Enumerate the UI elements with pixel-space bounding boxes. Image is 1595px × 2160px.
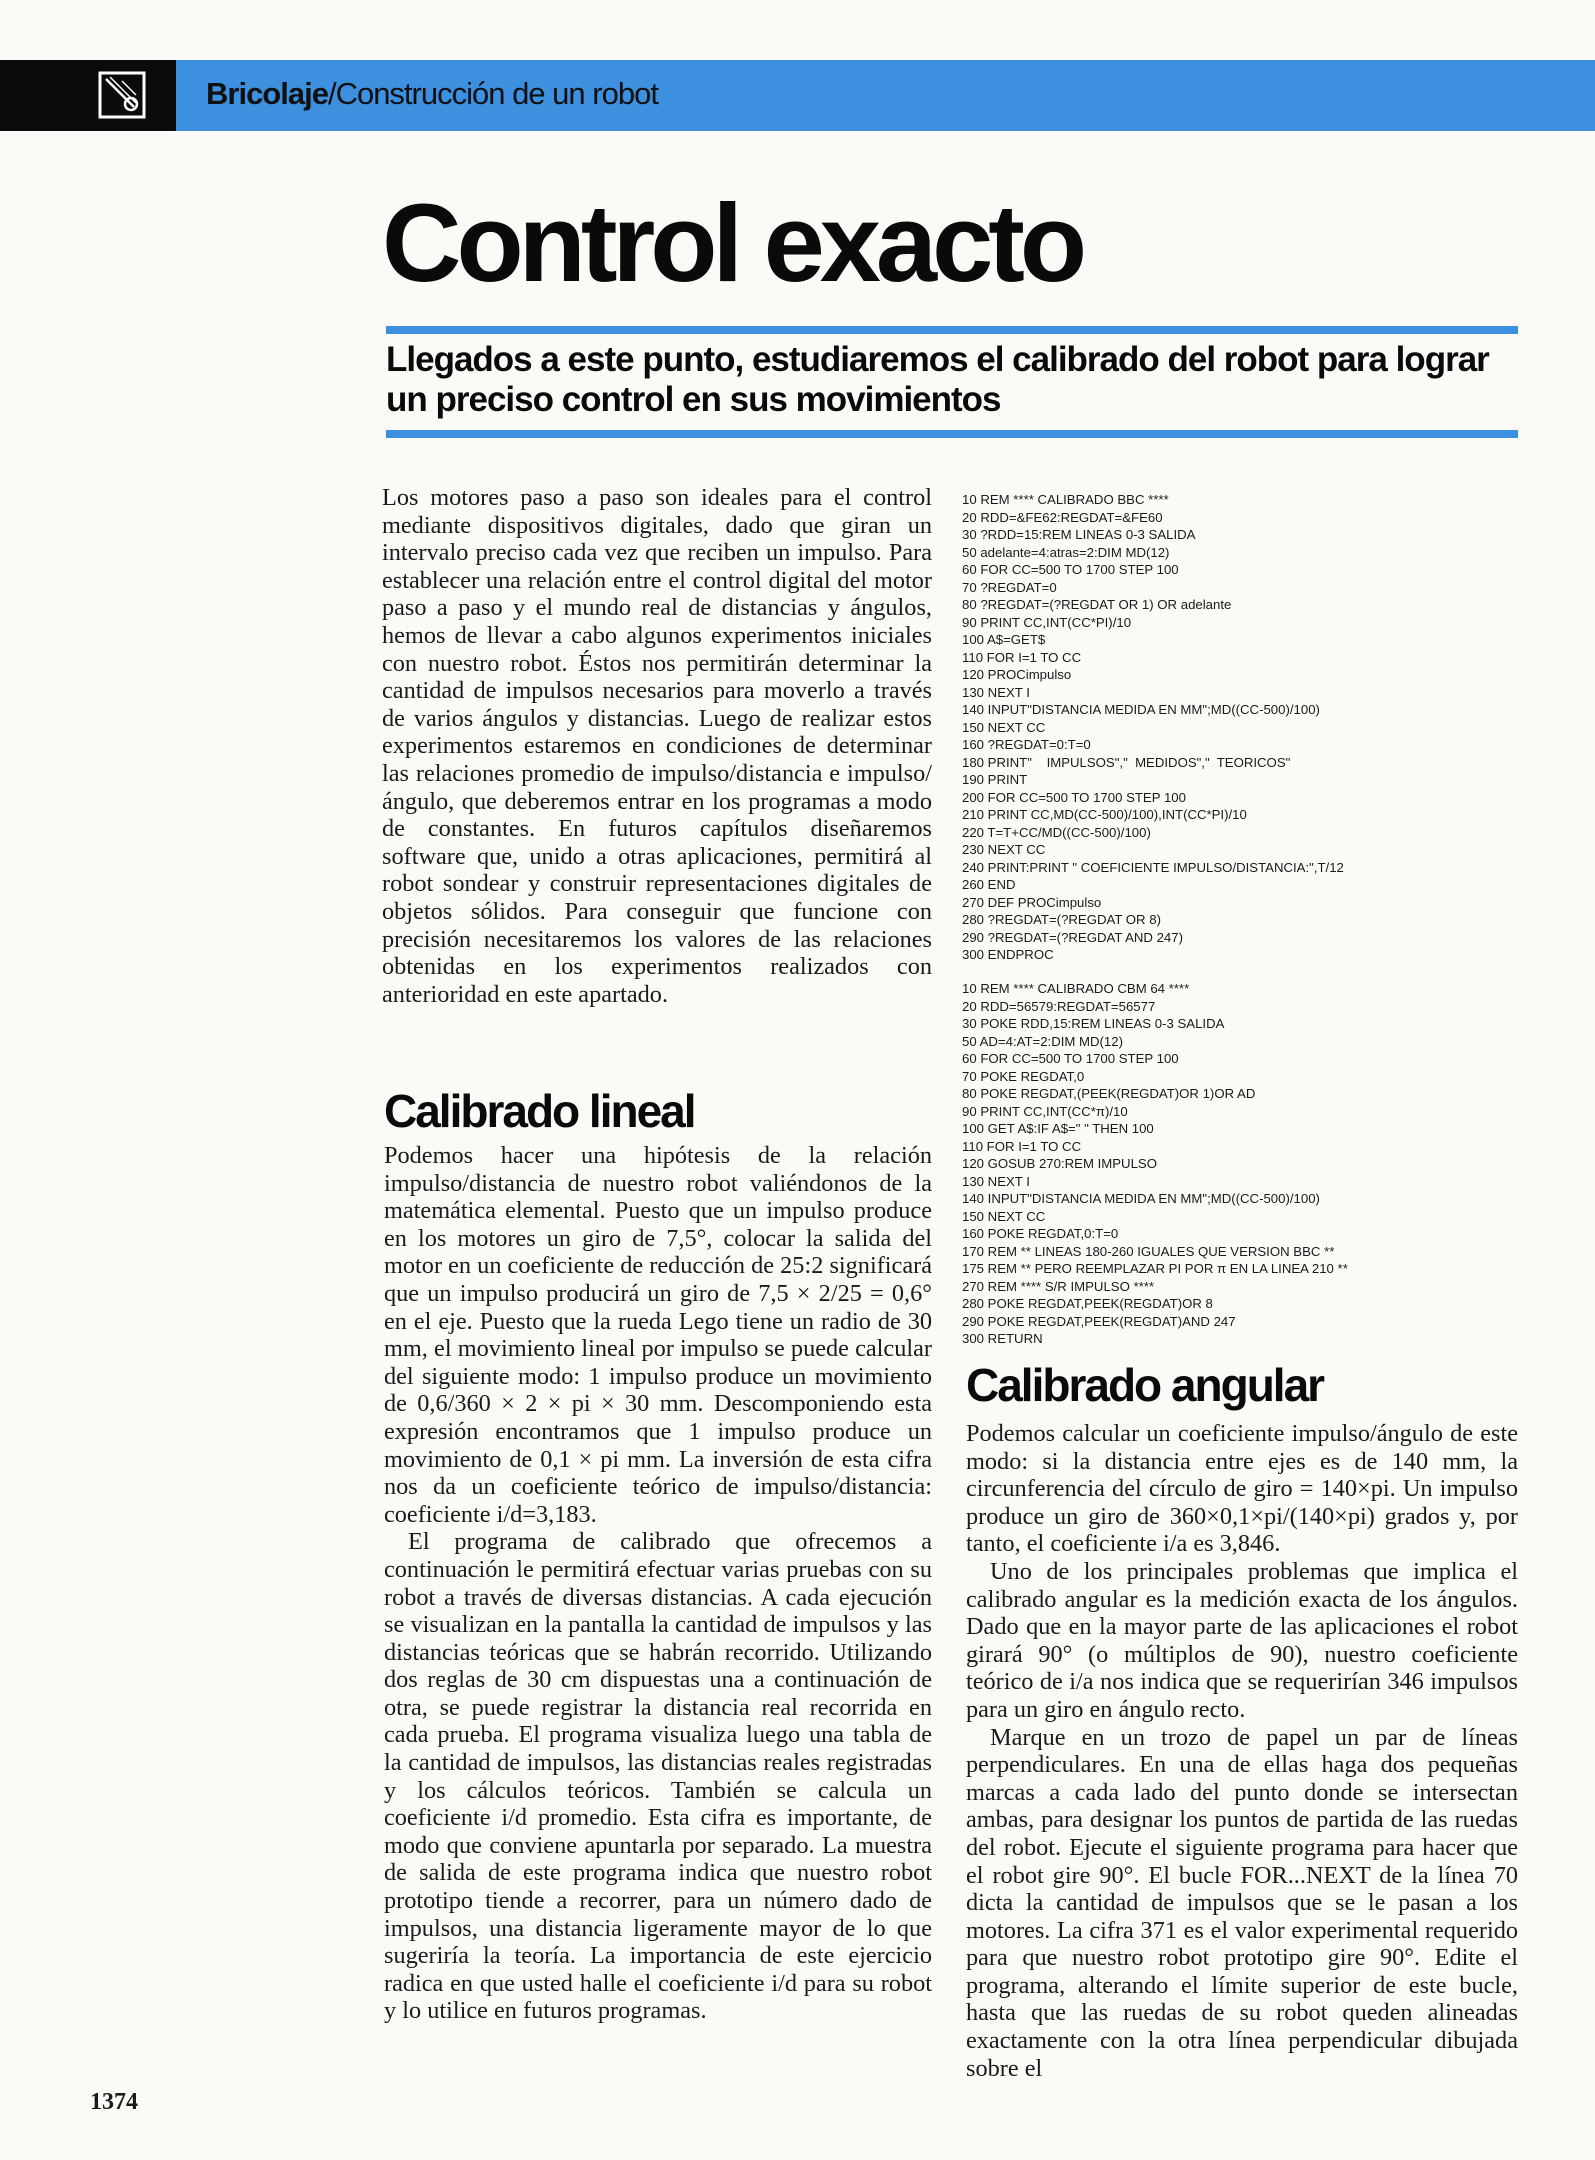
intro-column — [382, 484, 932, 1008]
header-series: /Construcción de un robot — [327, 76, 658, 111]
angular-paragraph-3: Marque en un trozo de papel un par de líneas perpendiculares. En una de ellas haga dos pequeñas marcas a cada lado del punto donde se intersectan ambas, para designar los puntos de partida de las ruedas del robot. Ejecute el siguiente programa para hacer que el robot gire 90°. El bucle FOR...NEXT de la línea 70 dicta la cantidad de impulsos que se le pasan a los motores. La cifra 371 es el valor experimental requerido para que nuestro robot prototipo gire 90°. Edite el programa, alterando el límite superior de este bucle, hasta que las ruedas de su robot queden alineadas exactamente con la otra línea perpendicular dibujada sobre el — [966, 1723, 1518, 2082]
code-listing-bbc: 10 REM **** CALIBRADO BBC **** 20 RDD=&FE62:REGDAT=&FE60 30 ?RDD=15:REM LINEAS 0-3 SALIDA 50 adelante=4:atras=2:DIM MD(12) 60 FOR CC=500 TO 1700 STEP 100 70 ?REGDAT=0 80 ?REGDAT=(?REGDAT OR 1) OR adelante 90 PRINT CC,INT(CC*PI)/10 100 A$=GET$ 110 FOR I=1 TO CC 120 PROCimpulso 130 NEXT I 140 INPUT"DISTANCIA MEDIDA EN MM";MD((CC-500)/100) 150 NEXT CC 160 ?REGDAT=0:T=0 180 PRINT" IMPULSOS"," MEDIDOS"," TEORICOS" 190 PRINT 200 FOR CC=500 TO 1700 STEP 100 210 PRINT CC,MD(CC-500)/100),INT(CC*PI)/10 220 T=T+CC/MD((CC-500)/100) 230 NEXT CC 240 PRINT:PRINT " COEFICIENTE IMPULSO/DISTANCIA:",T/12 260 END 270 DEF PROCimpulso 280 ?REGDAT=(?REGDAT OR 8) 290 ?REGDAT=(?REGDAT AND 247) 300 ENDPROC — [962, 492, 1344, 962]
code-listing-cbm64: 10 REM **** CALIBRADO CBM 64 **** 20 RDD=56579:REGDAT=56577 30 POKE RDD,15:REM LINEAS 0-3 SALIDA 50 AD=4:AT=2:DIM MD(12) 60 FOR CC=500 TO 1700 STEP 100 70 POKE REGDAT,0 80 POKE REGDAT,(PEEK(REGDAT)OR 1)OR AD 90 PRINT CC,INT(CC*π)/10 100 GET A$:IF A$=" " THEN 100 110 FOR I=1 TO CC 120 GOSUB 270:REM IMPULSO 130 NEXT I 140 INPUT"DISTANCIA MEDIDA EN MM";MD((CC-500)/100) 150 NEXT CC 160 POKE REGDAT,0:T=0 170 REM ** LINEAS 180-260 IGUALES QUE VERSION BBC ** 175 REM ** PERO REEMPLAZAR PI POR π EN LA LINEA 210 ** 270 REM **** S/R IMPULSO **** 280 POKE REGDAT,PEEK(REGDAT)OR 8 290 POKE REGDAT,PEEK(REGDAT)AND 247 300 RETURN — [962, 981, 1348, 1346]
header-category: Bricolaje — [206, 76, 328, 111]
angular-paragraph-2: Uno de los principales problemas que implica el calibrado angular es la medición exacta de los ángulos. Dado que en la mayor parte de las aplicaciones el robot girará 90° (o múltiplos de 90), nuestro coeficiente teórico de i/a nos indica que se requerirían 346 impulsos para un giro en ángulo recto. — [966, 1557, 1518, 1723]
lineal-paragraph-1: Podemos hacer una hipótesis de la relación impulso/distancia de nuestro robot valiéndonos de la matemática elemental. Puesto que un impulso produce en los motores un giro de 7,5°, colocar la salida del motor en un coeficiente de reducción de 25:2 significará que un impulso producirá un giro de 7,5 × 2/25 = 0,6° en el eje. Puesto que la rueda Lego tiene un radio de 30 mm, el movimiento lineal por impulso se puede calcular del siguiente modo: 1 impulso produce un movimiento de 0,6/360 × 2 × pi × 30 mm. Descomponiendo esta expresión encontramos que 1 impulso produce un movimiento de 0,1 × pi mm. La inversión de esta cifra nos da un coeficiente teórico de impulso/distancia: coeficiente i/d=3,183. — [384, 1142, 932, 1528]
section-angular-body — [966, 1420, 1518, 2082]
section-lineal-body — [384, 1142, 932, 2025]
section-header — [206, 76, 658, 112]
section-heading-lineal: Calibrado lineal — [384, 1085, 695, 1137]
header-black-block — [0, 60, 176, 131]
intro-paragraph: Los motores paso a paso son ideales para el control mediante dispositivos digitales, dado que giran un intervalo preciso cada vez que reciben un impulso. Para establecer una relación entre el control digital del motor paso a paso y el mundo real de distancias y ángulos, hemos de llevar a cabo algunos experimentos iniciales con nuestro robot. Éstos nos permitirán determinar la cantidad de impulsos necesarios para moverlo a través de varios ángulos y distancias. Luego de realizar estos experimentos estaremos en condiciones de determinar las relaciones promedio de impulso/distancia e impulso/ángulo, que deberemos entrar en los programas a modo de constantes. En futuros capítulos diseñaremos software que, unido a otras aplicaciones, permitirá al robot sondear y construir representaciones digitales de objetos sólidos. Para conseguir que funcione con precisión necesitaremos los valores de las relaciones obtenidas en los experimentos realizados con anterioridad en este apartado. — [382, 484, 932, 1008]
page-number: 1374 — [90, 2089, 138, 2115]
angular-paragraph-1: Podemos calcular un coeficiente impulso/ángulo de este modo: si la distancia entre ejes es de 140 mm, la circunferencia del círculo de giro = 140×pi. Un impulso produce un giro de 360×0,1×pi/(140×pi) grados y, por tanto, el coeficiente i/a es 3,846. — [966, 1420, 1518, 1558]
robot-arm-icon — [98, 71, 146, 119]
lineal-paragraph-2: El programa de calibrado que ofrecemos a continuación le permitirá efectuar varias pruebas con su robot a través de diversas distancias. A cada ejecución se visualizan en la pantalla la cantidad de impulsos y las distancias teóricas que se habrán recorrido. Utilizando dos reglas de 30 cm dispuestas una a continuación de otra, se puede registrar la distancia real recorrida en cada prueba. El programa visualiza luego una tabla de la cantidad de impulsos, las distancias reales registradas y los cálculos teóricos. También se calcula un coeficiente i/d promedio. Esta cifra es importante, de modo que conviene apuntarla por separado. La muestra de salida de este programa indica que nuestro robot prototipo tiende a recorrer, para un número dado de impulsos, una distancia ligeramente mayor de lo que sugeriría la teoría. La importancia de este ejercicio radica en que usted halle el coeficiente i/d para su robot y lo utilice en futuros programas. — [384, 1528, 932, 2025]
subtitle-rule-top — [386, 326, 1518, 334]
subtitle-rule-bottom — [386, 430, 1518, 438]
header-bar — [0, 60, 1595, 131]
section-heading-angular: Calibrado angular — [966, 1359, 1324, 1411]
subtitle: Llegados a este punto, estudiaremos el calibrado del robot para lograr un preciso control en sus movimientos — [386, 340, 1489, 419]
page-title: Control exacto — [382, 182, 1083, 305]
